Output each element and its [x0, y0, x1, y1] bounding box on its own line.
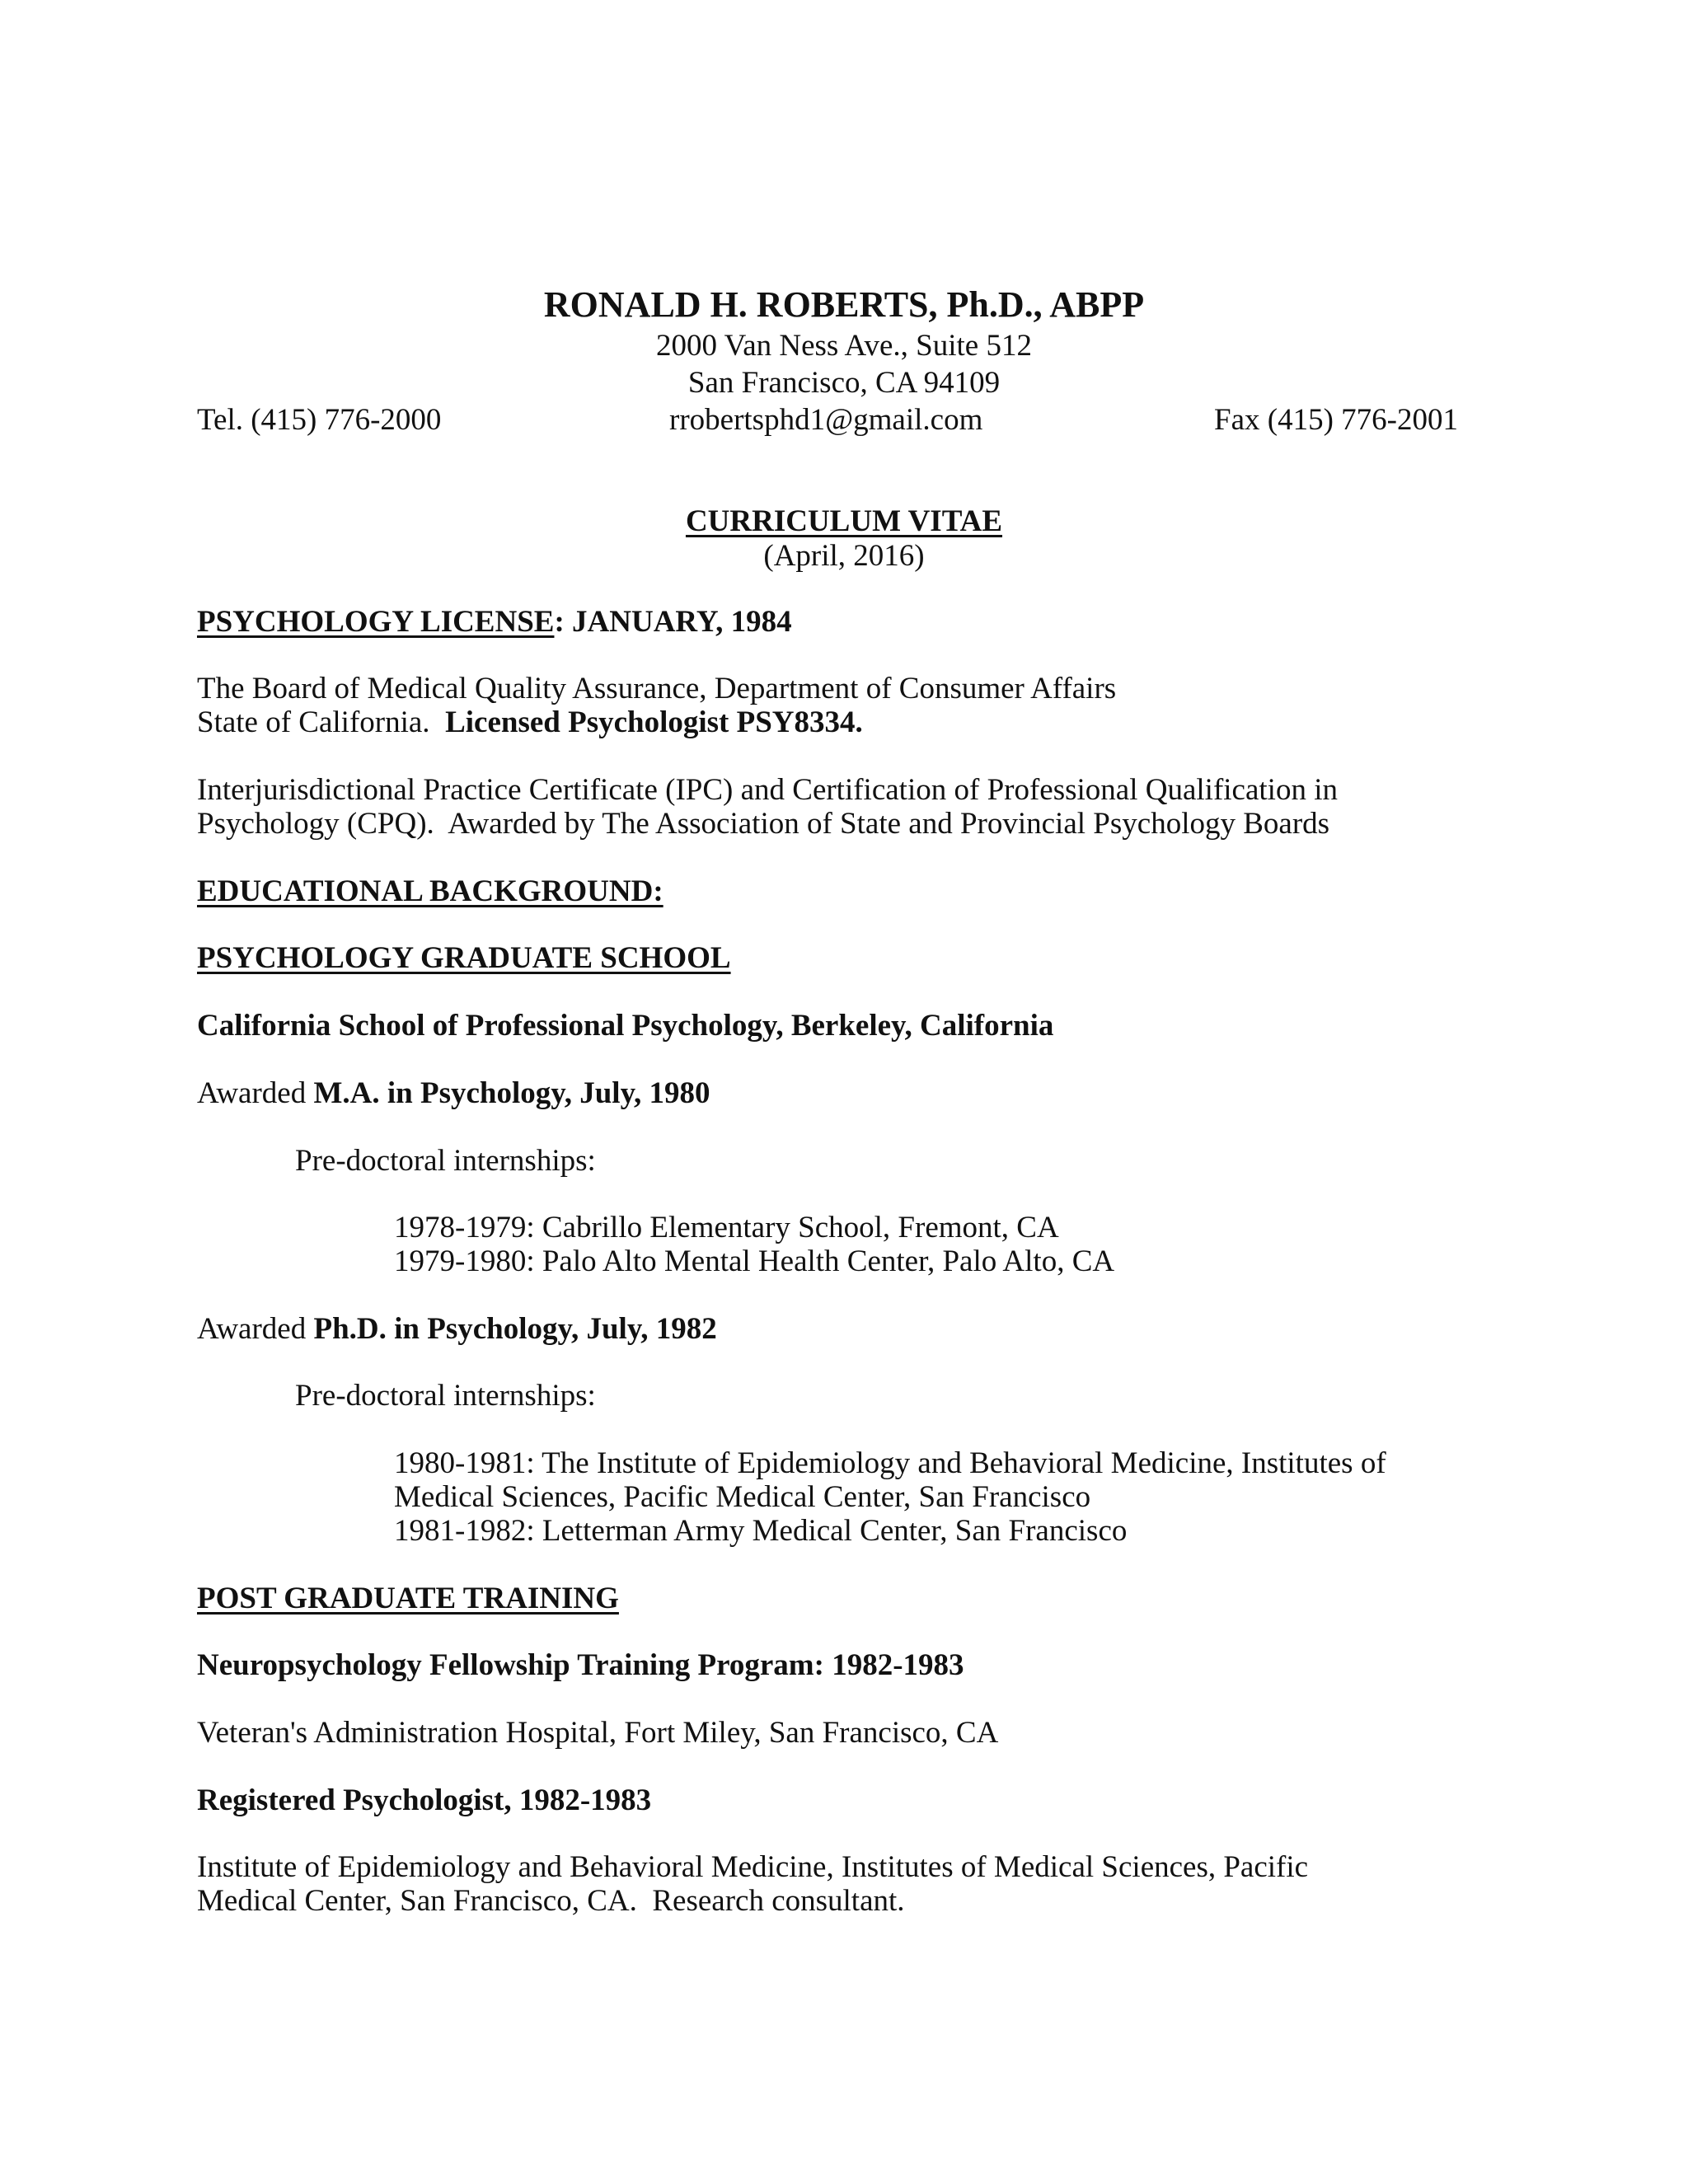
school-name: California School of Professional Psychology, Berkeley, California — [197, 1009, 1054, 1043]
license-heading-date: : JANUARY, 1984 — [554, 605, 792, 639]
registered-line-2: Medical Center, San Francisco, CA. Research consultant. — [197, 1884, 905, 1918]
fellowship-place: Veteran's Administration Hospital, Fort Miley, San Francisco, CA — [197, 1716, 999, 1750]
email: rrobertsphd1@gmail.com — [669, 403, 983, 437]
ipc-line-1: Interjurisdictional Practice Certificate (IPC) and Certification of Professional Qualification in — [197, 773, 1338, 807]
list-item: Medical Sciences, Pacific Medical Center, San Francisco — [394, 1480, 1091, 1514]
phd-degree — [197, 1312, 717, 1346]
telephone: Tel. (415) 776-2000 — [197, 403, 442, 437]
registered-title: Registered Psychologist, 1982-1983 — [197, 1783, 652, 1817]
license-board-line: The Board of Medical Quality Assurance, Department of Consumer Affairs — [197, 672, 1117, 705]
cv-date: (April, 2016) — [763, 539, 925, 573]
license-state-line — [197, 705, 863, 739]
address-line-1: 2000 Van Ness Ave., Suite 512 — [656, 329, 1032, 363]
phd-prefix: Awarded — [197, 1312, 314, 1346]
license-state: State of California. — [197, 705, 446, 739]
list-item: 1981-1982: Letterman Army Medical Center, San Francisco — [394, 1514, 1128, 1548]
cv-title: CURRICULUM VITAE — [685, 504, 1003, 538]
ma-prefix: Awarded — [197, 1076, 314, 1110]
cv-title-wrap — [0, 504, 1688, 538]
post-grad-heading: POST GRADUATE TRAINING — [197, 1582, 619, 1615]
license-heading-label: PSYCHOLOGY LICENSE — [197, 605, 555, 639]
ma-internships-label: Pre-doctoral internships: — [295, 1144, 596, 1178]
grad-school-heading-wrap — [197, 941, 731, 975]
fax: Fax (415) 776-2001 — [1214, 403, 1458, 437]
address-line-2: San Francisco, CA 94109 — [687, 366, 1001, 400]
fellowship-title: Neuropsychology Fellowship Training Program: 1982-1983 — [197, 1648, 964, 1682]
phd-title: Ph.D. in Psychology, July, 1982 — [313, 1312, 717, 1346]
license-heading — [197, 605, 792, 639]
list-item: 1978-1979: Cabrillo Elementary School, Fremont, CA — [394, 1211, 1059, 1244]
list-item: 1980-1981: The Institute of Epidemiology and Behavioral Medicine, Institutes of — [394, 1446, 1386, 1480]
ma-degree — [197, 1076, 710, 1110]
phd-internships-label: Pre-doctoral internships: — [295, 1379, 596, 1413]
ma-title: M.A. in Psychology, July, 1980 — [313, 1076, 710, 1110]
education-heading: EDUCATIONAL BACKGROUND: — [197, 874, 663, 908]
registered-line-1: Institute of Epidemiology and Behavioral Medicine, Institutes of Medical Sciences, Pacific — [197, 1850, 1309, 1884]
post-grad-heading-wrap — [197, 1582, 619, 1615]
license-number: Licensed Psychologist PSY8334. — [445, 705, 863, 739]
education-heading-wrap — [197, 874, 663, 908]
cv-name: RONALD H. ROBERTS, Ph.D., ABPP — [543, 284, 1145, 325]
grad-school-heading: PSYCHOLOGY GRADUATE SCHOOL — [197, 941, 731, 975]
ipc-line-2: Psychology (CPQ). Awarded by The Association of State and Provincial Psychology Boards — [197, 807, 1330, 841]
list-item: 1979-1980: Palo Alto Mental Health Center, Palo Alto, CA — [394, 1244, 1115, 1278]
